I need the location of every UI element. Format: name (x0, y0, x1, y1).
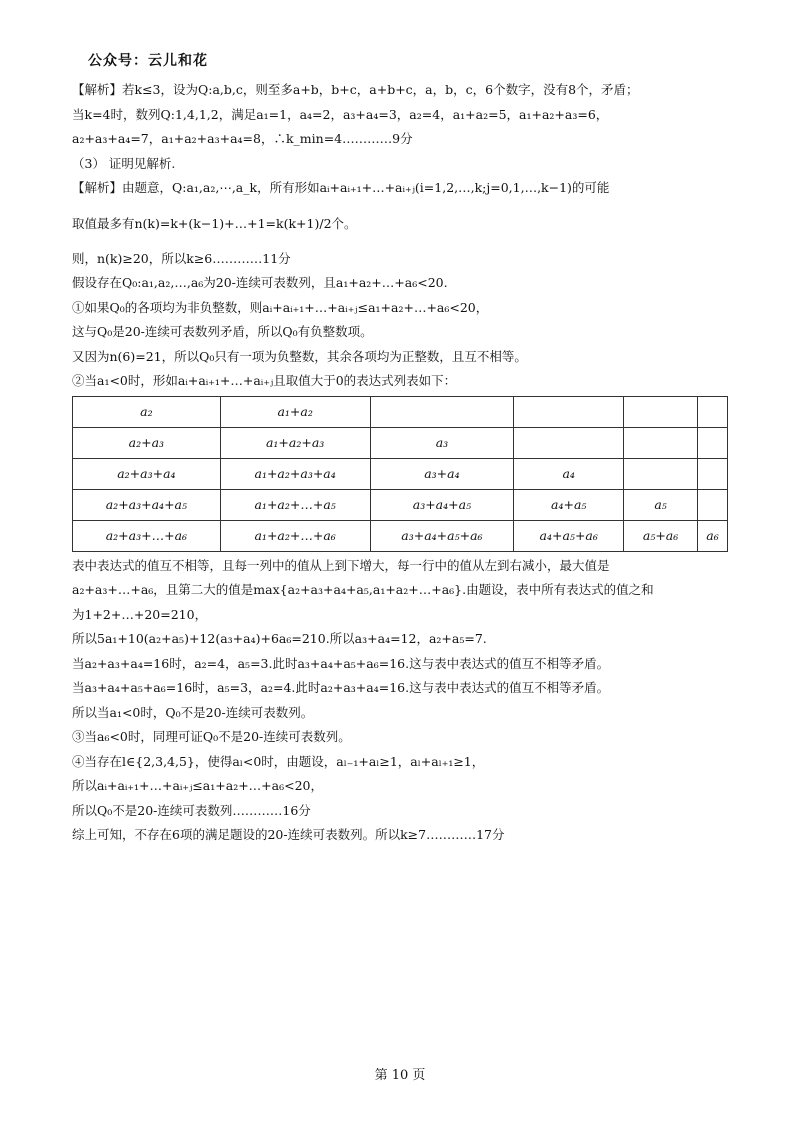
table-row (73, 520, 728, 551)
table-row (73, 489, 728, 520)
text-line: 所以当a₁<0时，Q₀不是20-连续可表数列。 (72, 704, 314, 720)
text-line: ④当存在l∈{2,3,4,5}，使得aₗ<0时，由题设，aₗ₋₁+aₗ≥1，aₗ+aₗ₊₁≥1， (72, 753, 485, 769)
table-cell: a₂+a₃ (73, 427, 221, 458)
table-cell: a₃ (370, 427, 514, 458)
text-line: 【解析】若k≤3，设为Q:a,b,c，则至多a+b，b+c，a+b+c，a，b，c，6个数字，没有8个，矛盾； (72, 82, 639, 97)
table-cell (698, 396, 728, 427)
text-line: 【解析】由题意，Q:a₁,a₂,⋯,a_k，所有形如aᵢ+aᵢ₊₁+…+aᵢ₊ⱼ(i=1,2,…,k;j=0,1,…,k−1)的可能 (72, 180, 610, 195)
table-cell: a₁+a₂+…+a₆ (220, 520, 370, 551)
table-cell: a₃+a₄ (370, 458, 514, 489)
text-line: 当a₂+a₃+a₄=16时，a₂=4，a₅=3.此时a₃+a₄+a₅+a₆=16.这与表中表达式的值互不相等矛盾。 (72, 655, 610, 671)
text-line: ②当a₁<0时，形如aᵢ+aᵢ₊₁+…+aᵢ₊ⱼ且取值大于0的表达式列表如下： (72, 373, 457, 388)
text-line: 当k=4时，数列Q:1,4,1,2，满足a₁=1，a₄=2，a₃+a₄=3，a₂=4，a₁+a₂=5，a₁+a₂+a₃=6， (72, 106, 609, 122)
table-cell: a₁+a₂+a₃ (220, 427, 370, 458)
table-cell (370, 396, 514, 427)
text-line: 所以Q₀不是20-连续可表数列…………16分 (72, 802, 311, 818)
table-cell (514, 427, 624, 458)
table-cell (624, 458, 698, 489)
text-line: 所以5a₁+10(a₂+a₅)+12(a₃+a₄)+6a₆=210.所以a₃+a₄=12，a₂+a₅=7. (72, 631, 487, 646)
table-cell: a₃+a₄+a₅+a₆ (370, 520, 514, 551)
text-line: 为1+2+…+20=210， (72, 606, 208, 622)
text-line: 表中表达式的值互不相等，且每一列中的值从上到下增大，每一行中的值从左到右减小，最大值是 (72, 557, 610, 573)
text-line: 假设存在Q₀:a₁,a₂,…,a₆为20-连续可表数列，且a₁+a₂+…+a₆<20. (72, 275, 448, 290)
text-line: 综上可知，不存在6项的满足题设的20-连续可表数列。所以k≥7…………17分 (72, 827, 505, 842)
table-cell (698, 458, 728, 489)
text-line: a₂+a₃+…+a₆，且第二大的值是max{a₂+a₃+a₄+a₅,a₁+a₂+…+a₆}.由题设，表中所有表达式的值之和 (72, 582, 654, 597)
table-cell: a₄ (514, 458, 624, 489)
table-cell: a₁+a₂ (220, 396, 370, 427)
table-cell: a₄+a₅ (514, 489, 624, 520)
page-header: 公众号：云儿和花 (88, 53, 208, 69)
text-line: 这与Q₀是20-连续可表数列矛盾，所以Q₀有负整数项。 (72, 324, 373, 339)
text-line: 当a₃+a₄+a₅+a₆=16时，a₅=3，a₂=4.此时a₂+a₃+a₄=16.这与表中表达式的值互不相等矛盾。 (72, 680, 610, 695)
text-line: ①如果Q₀的各项均为非负整数，则aᵢ+aᵢ₊₁+…+aᵢ₊ⱼ≤a₁+a₂+…+a₆<20， (72, 299, 489, 315)
table-cell (624, 427, 698, 458)
table-cell: a₁+a₂+…+a₅ (220, 489, 370, 520)
text-line: 又因为n(6)=21，所以Q₀只有一项为负整数，其余各项均为正整数，且互不相等。 (72, 348, 527, 364)
table-cell: a₄+a₅+a₆ (514, 520, 624, 551)
page-number: 第 10 页 (374, 1068, 426, 1083)
table-cell (698, 489, 728, 520)
table-row (73, 458, 728, 489)
table-cell: a₃+a₄+a₅ (370, 489, 514, 520)
solution-body (72, 78, 740, 848)
table-row (73, 396, 728, 427)
table-cell: a₁+a₂+a₃+a₄ (220, 458, 370, 489)
table-cell (514, 396, 624, 427)
table-cell: a₂+a₃+…+a₆ (73, 520, 221, 551)
table-cell: a₂ (73, 396, 221, 427)
expression-table (72, 396, 728, 552)
text-line: 则，n(k)≥20，所以k≥6…………11分 (72, 250, 291, 266)
table-row (73, 427, 728, 458)
text-line: （3） 证明见解析. (72, 155, 176, 171)
text-line: 取值最多有n(k)=k+(k−1)+…+1=k(k+1)/2个。 (72, 215, 357, 231)
table-cell: a₂+a₃+a₄+a₅ (73, 489, 221, 520)
text-line: 所以aᵢ+aᵢ₊₁+…+aᵢ₊ⱼ≤a₁+a₂+…+a₆<20， (72, 778, 323, 793)
table-cell (624, 396, 698, 427)
table-cell: a₅+a₆ (624, 520, 698, 551)
table-cell: a₆ (698, 520, 728, 551)
text-line: ③当a₆<0时，同理可证Q₀不是20-连续可表数列。 (72, 729, 351, 744)
text-line: a₂+a₃+a₄=7，a₁+a₂+a₃+a₄=8，∴k_min=4…………9分 (72, 131, 413, 146)
table-cell: a₂+a₃+a₄ (73, 458, 221, 489)
table-cell (698, 427, 728, 458)
table-cell: a₅ (624, 489, 698, 520)
